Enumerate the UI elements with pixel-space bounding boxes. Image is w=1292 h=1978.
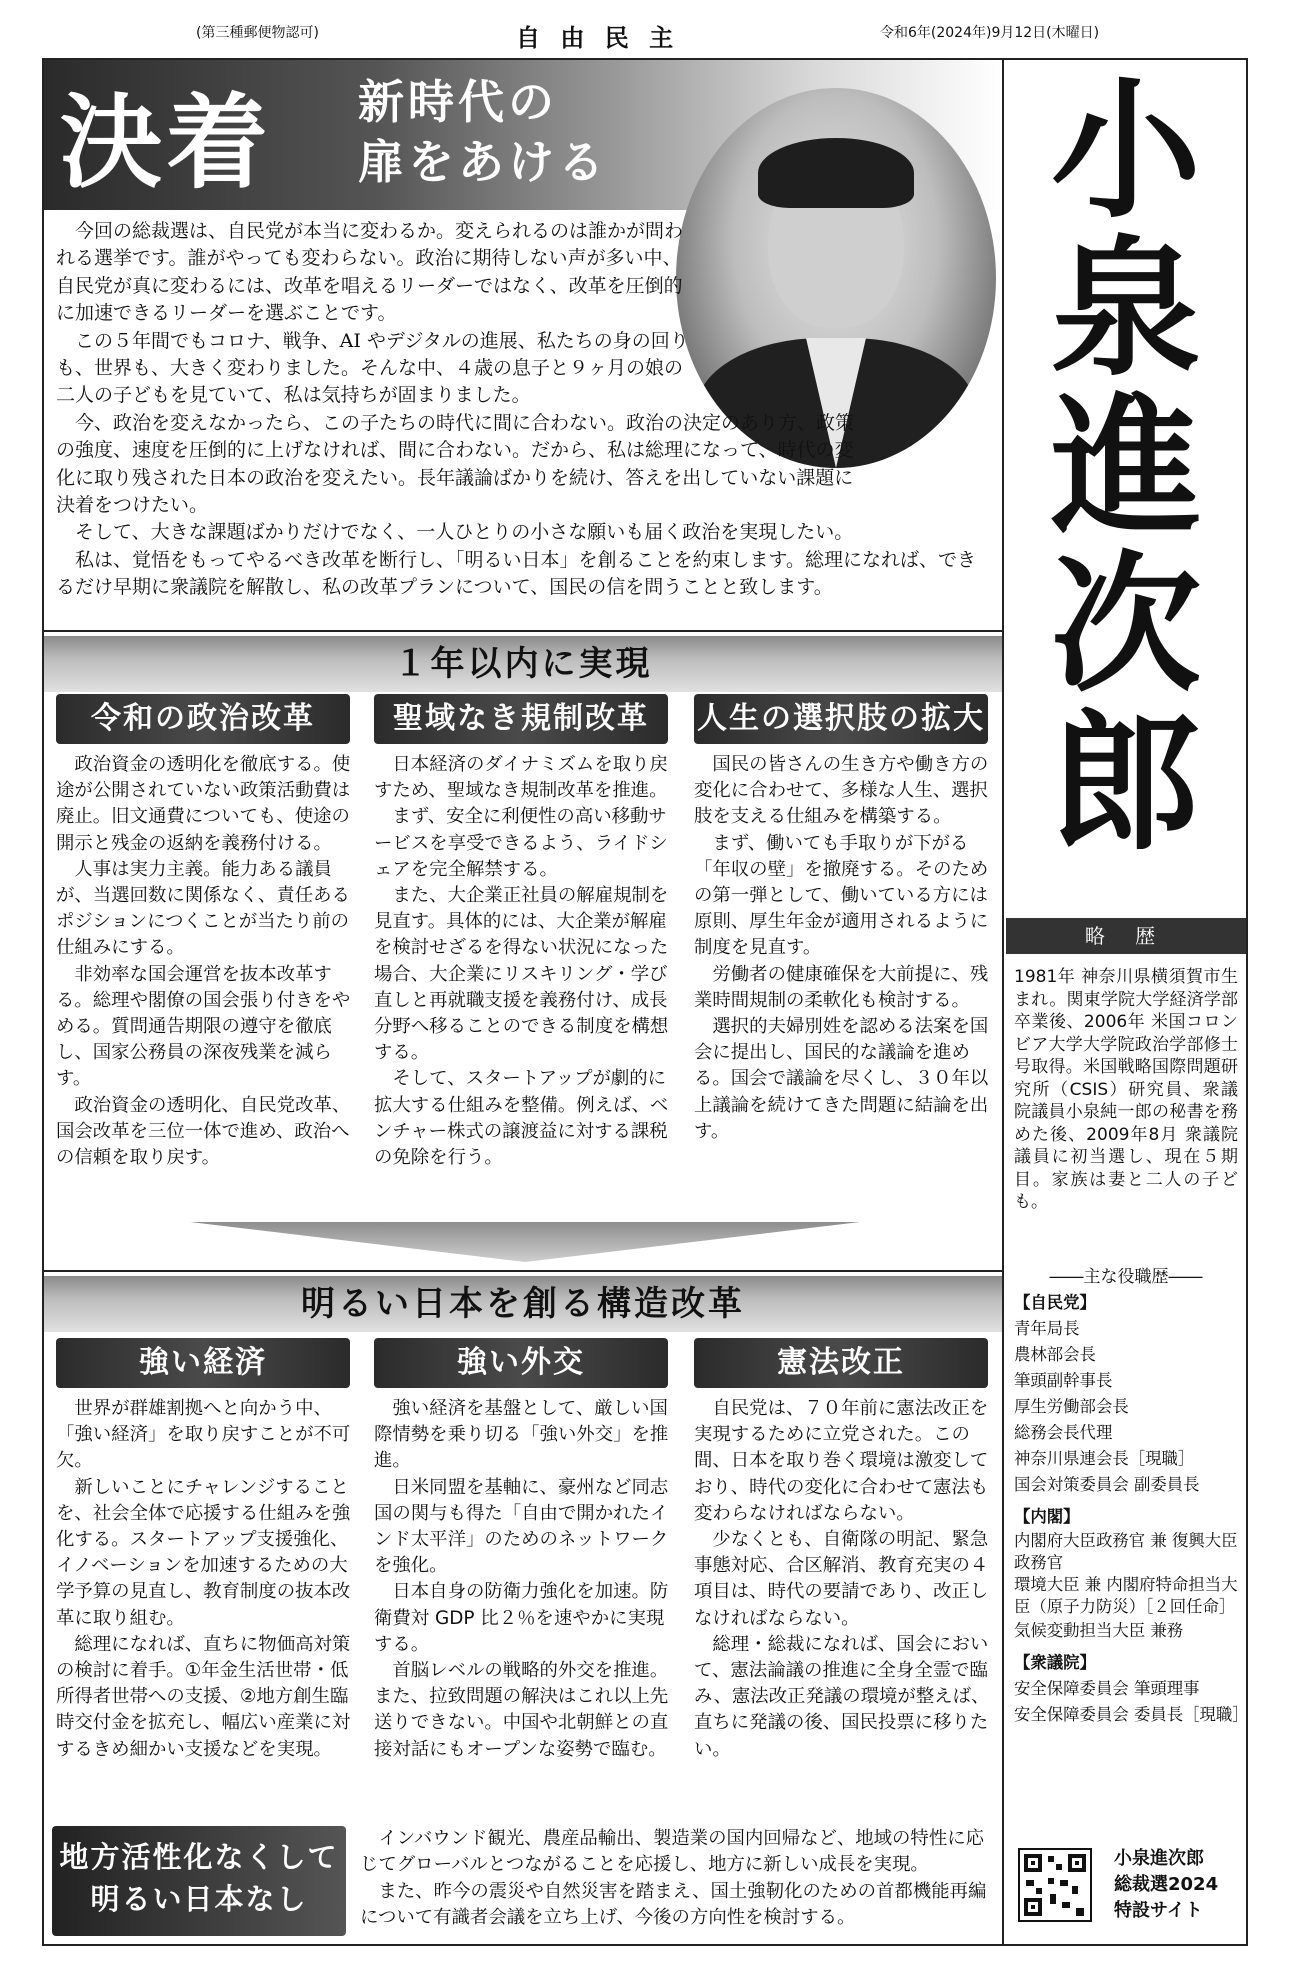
site-label-line2: 総裁選2024 <box>1114 1874 1219 1895</box>
role-item: 国会対策委員会 副委員長 <box>1014 1475 1200 1494</box>
role-item: 青年局長 <box>1014 1319 1080 1338</box>
column-paragraph: 新しいことにチャレンジすることを、社会全体で応援する仕組みを強化する。スタートアップ支援強化、イノベーションを加速するための大学予算の見直し、教育制度の抜本改革に取り組む。 <box>56 1476 351 1629</box>
regional-text <box>360 1826 996 1932</box>
section2-heading-economy: 強い経済 <box>56 1338 350 1388</box>
role-item: 内閣府大臣政務官 兼 復興大臣政務官 <box>1014 1531 1238 1572</box>
section1-title: １年以内に実現 <box>393 644 653 684</box>
column-paragraph: 総理・総裁になれば、国会において、憲法論議の推進に全身全霊で臨み、憲法改正発議の環境が整えば、直ちに発議の後、国民投票に移りたい。 <box>694 1633 990 1760</box>
biography-text: 1981年 神奈川県横須賀市生まれ。関東学院大学経済学部卒業後、2006年 米国コロンビア大学大学院政治学部修士号取得。米国戦略国際問題研究所（CSIS）研究員、衆議院議員小泉純一郎の秘書を務めた後、2009年8月 衆議院議員に初当選し、現在５期目。家族は妻と二人の子ども。 <box>1014 967 1238 1212</box>
section-rule <box>44 630 1002 632</box>
section1-heading-regulation: 聖域なき規制改革 <box>374 694 668 744</box>
column-paragraph: 総理になれば、直ちに物価高対策の検討に着手。①年金生活世帯・低所得者世帯への支援、②地方創生臨時交付金を拡充し、幅広い産業に対するきめ細かい支援などを実現。 <box>56 1633 351 1760</box>
section1-column-regulation <box>374 752 674 1171</box>
section1-column-life-choices <box>694 752 994 1145</box>
role-group-label: 【衆議院】 <box>1014 1653 1096 1672</box>
qr-code-icon[interactable] <box>1018 1848 1092 1922</box>
column-divider <box>1002 58 1004 1946</box>
name-char: 進 <box>1050 379 1201 555</box>
role-item: 厚生労働部会長 <box>1014 1397 1129 1416</box>
section1-heading-life-choices: 人生の選択肢の拡大 <box>694 694 988 744</box>
role-item: 気候変動担当大臣 兼務 <box>1014 1621 1184 1640</box>
section2-column-economy <box>56 1396 356 1763</box>
regional-paragraph: また、昨今の震災や自然災害を踏まえ、国土強靭化のための首都機能再編について有識者会議を立ち上げ、今後の方向性を検討する。 <box>360 1880 987 1929</box>
role-item: 安全保障委員会 委員長［現職］ <box>1014 1705 1249 1724</box>
column-paragraph: 日本経済のダイナミズムを取り戻すため、聖域なき規制改革を推進。 <box>374 754 668 802</box>
section-rule <box>44 1270 1002 1272</box>
column-paragraph: そして、スタートアップが劇的に拡大する仕組みを整備。例えば、ベンチャー株式の譲渡益に対する課税の免除を行う。 <box>374 1068 669 1169</box>
section2-heading-constitution: 憲法改正 <box>694 1338 988 1388</box>
headline-sub <box>358 72 608 192</box>
issue-date: 令和6年(2024年)9月12日(木曜日) <box>880 25 1100 41</box>
intro-paragraph: 私は、覚悟をもってやるべき改革を断行し、「明るい日本」を創ることを約束します。総理になれば、できるだけ早期に衆議院を解散し、私の改革プランについて、国民の信を問うことと致します。 <box>56 548 976 599</box>
intro-paragraph: 今、政治を変えなかったら、この子たちの時代に間に合わない。政治の決定のあり方、政策の強度、速度を圧倒的に上げなければ、間に合わない。だから、私は総理になって、時代の変化に取り残された日本の政治を変えたい。長年議論ばかりを続け、答えを出していない課題に決着をつけたい。 <box>56 411 855 517</box>
role-group-label: 【内閣】 <box>1014 1507 1080 1526</box>
regional-heading-line2: 明るい日本なし <box>90 1882 308 1916</box>
section1-band <box>44 636 1002 692</box>
column-paragraph: 非効率な国会運営を抜本改革する。総理や閣僚の国会張り付きをやめる。質問通告期限の遵守を徹底し、国家公務員の深夜残業を減らす。 <box>56 963 351 1090</box>
column-paragraph: 人事は実力主義。能力ある議員が、当選回数に関係なく、責任あるポジションにつくことが当たり前の仕組みにする。 <box>56 858 350 959</box>
column-paragraph: 国民の皆さんの生き方や働き方の変化に合わせて、多様な人生、選択肢を支える仕組みを構築する。 <box>694 754 989 828</box>
postal-permit: (第三種郵便物認可) <box>196 25 319 41</box>
name-char: 泉 <box>1050 221 1201 397</box>
column-paragraph: まず、働いても手取りが下がる「年収の壁」を撤廃する。そのための第一弾として、働いている方には原則、厚生年金が適用されるように制度を見直す。 <box>694 832 989 959</box>
name-char: 次 <box>1050 537 1201 713</box>
role-item: 神奈川県連会長［現職］ <box>1014 1449 1195 1468</box>
site-label-line1: 小泉進次郎 <box>1114 1848 1204 1869</box>
column-paragraph: 選択的夫婦別姓を認める法案を国会に提出し、国民的な議論を進める。国会で議論を尽くし、３０年以上議論を続けてきた問題に結論を出す。 <box>694 1016 989 1142</box>
column-paragraph: 政治資金の透明化、自民党改革、国会改革を三位一体で進め、政治への信頼を取り戻す。 <box>56 1094 351 1169</box>
role-item: 筆頭副幹事長 <box>1014 1371 1113 1390</box>
role-item: 農林部会長 <box>1014 1345 1096 1364</box>
regional-heading <box>52 1836 346 1920</box>
column-paragraph: 日本自身の防衛力強化を加速。防衛費対 GDP 比２％を速やかに実現する。 <box>374 1581 669 1655</box>
regional-heading-line1: 地方活性化なくして <box>59 1840 339 1874</box>
section2-band <box>44 1276 1002 1332</box>
column-paragraph: まず、安全に利便性の高い移動サービスを享受できるよう、ライドシェアを完全解禁する。 <box>374 806 668 880</box>
column-paragraph: 強い経済を基盤として、厳しい国際情勢を乗り切る「強い外交」を推進。 <box>374 1398 669 1472</box>
site-label-line3: 特設サイト <box>1114 1900 1203 1921</box>
special-site-label <box>1114 1846 1218 1924</box>
column-paragraph: 自民党は、７０年前に憲法改正を実現するために立党された。この間、日本を取り巻く環境は激変しており、時代の変化に合わせて憲法も変わらなければならない。 <box>694 1398 989 1524</box>
portrait-hair <box>758 138 914 208</box>
roles-heading: ――主な役職歴―― <box>1049 1267 1203 1287</box>
masthead: 自 由 民 主 <box>516 23 680 52</box>
headline-main: 決着 <box>60 83 272 203</box>
section2-heading-diplomacy: 強い外交 <box>374 1338 668 1388</box>
column-paragraph: 首脳レベルの戦略的外交を推進。また、拉致問題の解決はこれ以上先送りできない。中国や北朝鮮との直接対話にもオープンな姿勢で臨む。 <box>374 1660 669 1760</box>
intro-text <box>56 218 990 602</box>
column-paragraph: また、大企業正社員の解雇規制を見直す。具体的には、大企業が解雇を検討せざるを得ない状況になった場合、大企業にリスキリング・学び直しと再就職支援を義務付け、成長分野へ移ることのできる制度を構想する。 <box>374 885 669 1064</box>
section2-column-diplomacy <box>374 1396 674 1763</box>
headline-sub-line1: 新時代の <box>358 75 558 129</box>
role-group-label: 【自民党】 <box>1014 1293 1096 1312</box>
section1-column-politics <box>56 752 356 1171</box>
role-item: 安全保障委員会 筆頭理事 <box>1014 1679 1200 1698</box>
regional-paragraph: インバウンド観光、農産品輸出、製造業の国内回帰など、地域の特性に応じてグローバルとつながることを応援し、地方に新しい成長を実現。 <box>360 1828 984 1876</box>
roles-list <box>1014 1290 1249 1728</box>
intro-paragraph: 今回の総裁選は、自民党が本当に変わるか。変えられるのは誰かが問われる選挙です。誰がやっても変わらない。政治に期待しない声が多い中、自民党が真に変わるには、改革を唱えるリーダーではなく、改革を圧倒的に加速できるリーダーを選ぶことです。 <box>56 220 684 325</box>
role-item: 総務会長代理 <box>1014 1423 1113 1442</box>
intro-paragraph: そして、大きな課題ばかりだけでなく、一人ひとりの小さな願いも届く政治を実現したい。 <box>75 521 854 544</box>
section2-column-constitution <box>694 1396 994 1763</box>
column-paragraph: 政治資金の透明化を徹底する。使途が公開されていない政策活動費は廃止。旧文通費についても、使途の開示と残金の返納を義務付ける。 <box>56 754 351 854</box>
biography-label: 略 歴 <box>1006 918 1246 954</box>
section2-title: 明るい日本を創る構造改革 <box>301 1284 745 1324</box>
section1-heading-politics: 令和の政治改革 <box>56 694 350 744</box>
candidate-name-vertical <box>1008 63 1244 871</box>
headline-sub-line2: 扉をあける <box>358 135 608 189</box>
name-char: 小 <box>1050 63 1201 239</box>
name-char: 郎 <box>1050 695 1201 871</box>
column-paragraph: 日米同盟を基軸に、豪州など同志国の関与も得た「自由で開かれたインド太平洋」のためのネットワークを強化。 <box>374 1476 669 1577</box>
column-paragraph: 労働者の健康確保を大前提に、残業時間規制の柔軟化も検討する。 <box>694 963 989 1011</box>
role-item: 環境大臣 兼 内閣府特命担当大臣（原子力防災）［２回任命］ <box>1014 1575 1238 1616</box>
intro-paragraph: この５年間でもコロナ、戦争、AI やデジタルの進展、私たちの身の回りも、世界も、大きく変わりました。そんな中、４歳の息子と９ヶ月の娘の二人の子どもを見ていて、私は気持ちが固まりました。 <box>56 329 689 407</box>
column-paragraph: 世界が群雄割拠へと向かう中、「強い経済」を取り戻すことが不可欠。 <box>56 1398 351 1472</box>
column-paragraph: 少なくとも、自衛隊の明記、緊急事態対応、合区解消、教育充実の４項目は、時代の要請であり、改正しなければならない。 <box>694 1529 989 1629</box>
